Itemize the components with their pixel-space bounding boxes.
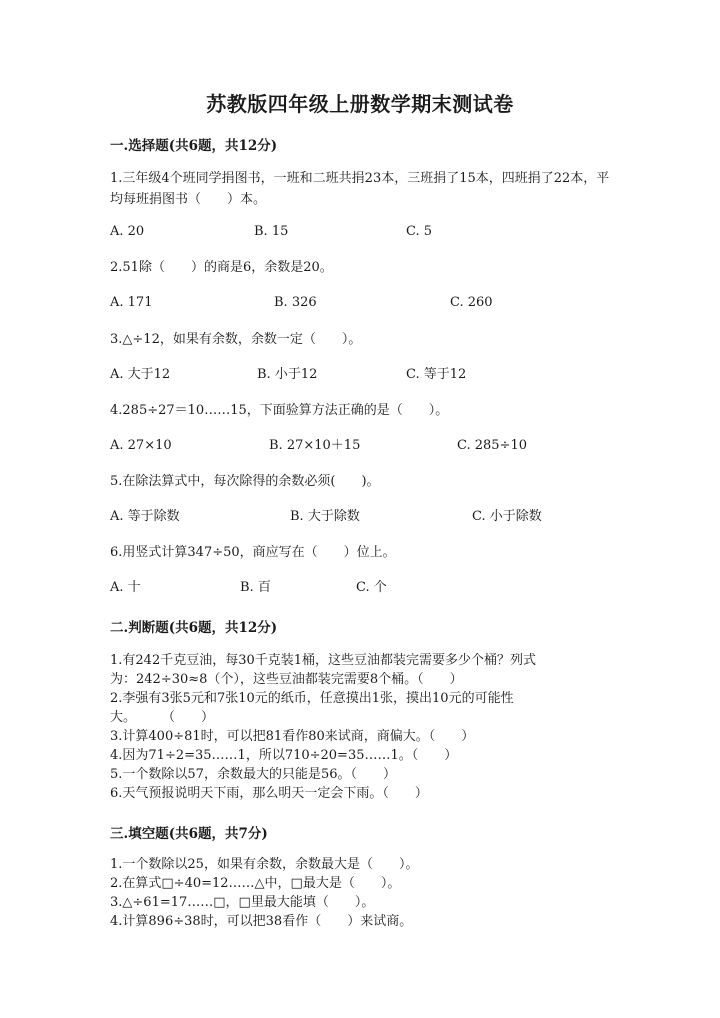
question-2: 2.51除（ ）的商是6，余数是20。 xyxy=(110,260,333,275)
fill-line: 1.一个数除以25，如果有余数，余数最大是（ ）。 xyxy=(110,857,419,872)
question-3: 3.△÷12，如果有余数，余数一定（ ）。 xyxy=(110,332,362,347)
option-1b: B. 15 xyxy=(254,224,289,239)
page-title: 苏教版四年级上册数学期末测试卷 xyxy=(206,92,514,116)
question-1: 1.三年级4个班同学捐图书，一班和二班共捐23本，三班捐了15本，四班捐了22本，平均每班捐图书（ ）本。 xyxy=(110,171,610,207)
fill-line: 4.计算896÷38时，可以把38看作（ ）来试商。 xyxy=(110,914,413,929)
option-2c: C. 260 xyxy=(450,295,493,310)
option-2a: A. 171 xyxy=(110,295,153,310)
judge-line: 3.计算400÷81时，可以把81看作80来试商，商偏大。（ ） xyxy=(110,729,475,744)
option-5b: B. 大于除数 xyxy=(290,509,360,524)
option-4a: A. 27×10 xyxy=(110,438,172,453)
judge-line: 为：242÷30≈8（个），这些豆油都装完需要8个桶。（ ） xyxy=(110,672,463,687)
judge-line: 1.有242千克豆油，每30千克装1桶，这些豆油都装完需要多少个桶？列式 xyxy=(110,653,537,668)
fill-line: 3.△÷61=17……□，□里最大能填（ ）。 xyxy=(110,895,375,910)
option-6c: C. 个 xyxy=(356,580,387,595)
option-3a: A. 大于12 xyxy=(110,367,171,382)
option-5a: A. 等于除数 xyxy=(110,509,180,524)
option-1a: A. 20 xyxy=(110,224,145,239)
section-heading-judge: 二.判断题(共6题，共12分) xyxy=(110,620,278,636)
question-4: 4.285÷27＝10……15，下面验算方法正确的是（ ）。 xyxy=(110,403,449,418)
option-2b: B. 326 xyxy=(274,295,317,310)
section-heading-fill: 三.填空题(共6题，共7分) xyxy=(110,826,268,842)
option-5c: C. 小于除数 xyxy=(472,509,542,524)
judge-line: 5.一个数除以57，余数最大的只能是56。（ ） xyxy=(110,767,396,782)
judge-line: 6.天气预报说明天下雨，那么明天一定会下雨。（ ） xyxy=(110,786,428,801)
option-3b: B. 小于12 xyxy=(257,367,318,382)
question-6: 6.用竖式计算347÷50，商应写在（ ）位上。 xyxy=(110,545,396,560)
option-4b: B. 27×10＋15 xyxy=(269,438,361,453)
judge-line: 大。 （ ） xyxy=(110,710,215,725)
question-5: 5.在除法算式中，每次除得的余数必须( )。 xyxy=(110,474,380,489)
fill-line: 2.在算式□÷40=12……△中，□最大是（ ）。 xyxy=(110,876,401,891)
option-6b: B. 百 xyxy=(240,580,271,595)
option-4c: C. 285÷10 xyxy=(457,438,527,453)
option-6a: A. 十 xyxy=(110,580,141,595)
option-3c: C. 等于12 xyxy=(406,367,467,382)
judge-line: 2.李强有3张5元和7张10元的纸币，任意摸出1张，摸出10元的可能性 xyxy=(110,691,514,706)
option-1c: C. 5 xyxy=(406,224,433,239)
section-heading-choice: 一.选择题(共6题，共12分) xyxy=(110,138,278,154)
judge-line: 4.因为71÷2=35……1，所以710÷20=35……1。（ ） xyxy=(110,748,458,763)
